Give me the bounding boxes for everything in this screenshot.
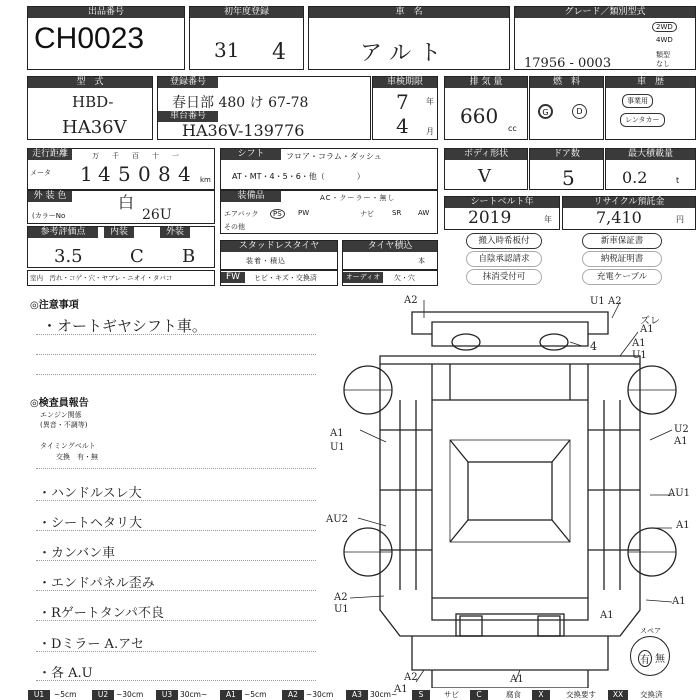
studless-label: スタッドレスタイヤ: [221, 241, 337, 252]
button-charge-cable[interactable]: 充電ケーブル: [582, 269, 662, 285]
mileage-d1: 1: [80, 162, 93, 186]
inspector-line: [36, 680, 316, 681]
legend-value: ~30cm: [116, 690, 144, 699]
unit-ichi: 一: [172, 152, 179, 160]
damage-label: AU1: [668, 488, 691, 499]
use-business[interactable]: 事業用: [622, 94, 653, 108]
inspect-tsuki: 月: [426, 127, 434, 136]
button-tax[interactable]: 納税証明書: [582, 251, 662, 267]
unit-man: 万: [92, 152, 99, 160]
inspector-item: ・ハンドルスレ大: [38, 486, 142, 501]
disp-cc: cc: [508, 124, 517, 133]
load-label: 最大積載量: [606, 149, 695, 160]
recycle-unit: 円: [676, 215, 684, 224]
equip-ps[interactable]: PS: [270, 209, 285, 219]
equip-aw[interactable]: AW: [418, 209, 430, 217]
belt-label: シートベルト年: [445, 197, 559, 208]
equip-label: 装備品: [221, 191, 281, 202]
use-rental[interactable]: レンタカー: [620, 113, 665, 127]
mileage-label: 走行距離: [28, 149, 72, 160]
equip-sr[interactable]: SR: [392, 209, 402, 217]
legend-value: 交換済: [640, 690, 663, 699]
damage-label: A1: [600, 610, 614, 621]
damage-label: AU2: [326, 514, 349, 525]
fuel-label: 燃 料: [530, 77, 603, 88]
first-reg-label: 初年度登録: [190, 7, 303, 18]
chassis-label: 車台番号: [158, 111, 218, 122]
mileage-d2: 4: [98, 162, 111, 186]
lot-number: CH0023: [34, 22, 145, 55]
doors-value: 5: [562, 166, 575, 190]
damage-label: A1: [640, 324, 654, 335]
legend-key: XX: [608, 690, 628, 700]
fw-label: FW: [221, 272, 245, 283]
color-value: 白: [118, 193, 135, 212]
note-line: [36, 354, 316, 355]
mileage-d3: 5: [118, 162, 131, 186]
legend-key: U2: [92, 690, 114, 700]
legend-key: A2: [282, 690, 304, 700]
inspector-item: ・各 A.U: [38, 666, 93, 681]
legend-key: A3: [346, 690, 368, 700]
type-none: なし: [656, 60, 670, 68]
color-no-label: (カラーNo: [32, 212, 66, 220]
color-no: 26U: [142, 207, 172, 223]
spare-none[interactable]: 無: [655, 654, 665, 665]
damage-label: A1: [672, 596, 686, 607]
load-value: 0.2: [622, 168, 648, 187]
recycle-value: 7,410: [596, 208, 642, 227]
unit-hyaku: 百: [132, 152, 139, 160]
inspect-month: 4: [396, 114, 409, 138]
damage-label: A1: [394, 684, 408, 695]
audio-options[interactable]: 欠・穴: [394, 274, 415, 282]
car-name: アルト: [360, 41, 450, 66]
recycle-label: リサイクル預託金: [563, 197, 695, 208]
legend-value: ~30cm: [306, 690, 334, 699]
inspector-line: [36, 590, 316, 591]
body-label: ボディ形状: [445, 149, 527, 160]
reg-value: 春日部 480 け 67-78: [172, 95, 309, 111]
meter-label: メータ: [30, 169, 51, 177]
timing-options: 交換 有・無: [56, 453, 98, 461]
damage-label: A1: [676, 520, 690, 531]
fuel-d[interactable]: D: [572, 104, 587, 119]
inspector-line: [36, 500, 316, 501]
damage-label: 4: [590, 340, 597, 353]
inspector-item: ・Rゲートタンパ不良: [38, 606, 164, 621]
mileage-d5: 8: [158, 162, 171, 186]
exterior-eval-value: B: [182, 246, 196, 267]
spare-label: スペア: [640, 627, 661, 635]
unit-sen: 千: [112, 152, 119, 160]
inspector-title: ◎検査員報告: [30, 398, 89, 409]
damage-label: ズレ: [640, 316, 660, 327]
legend-key: U3: [156, 690, 178, 700]
belt-year: 2019: [468, 208, 512, 228]
use-label: 車 歴: [606, 77, 695, 88]
inspector-line: [36, 651, 316, 652]
studless-options[interactable]: 装着・積込: [246, 257, 286, 265]
drive-4wd: 4WD: [656, 36, 673, 44]
equip-pw[interactable]: PW: [298, 209, 310, 217]
inspect-nen: 年: [426, 97, 434, 106]
fuel-g[interactable]: G: [538, 104, 553, 119]
inspector-line: [36, 560, 316, 561]
inspector-line: [36, 620, 316, 621]
fw-options[interactable]: ヒビ・キズ・交換済: [254, 274, 317, 282]
shift-options[interactable]: フロア・コラム・ダッシュ: [286, 152, 382, 161]
unit-juu: 十: [152, 152, 159, 160]
model-prefix: HBD-: [72, 93, 114, 111]
legend-value: 交換要す: [566, 690, 596, 699]
ac-options[interactable]: AC・クーラー・無し: [320, 194, 396, 202]
inspector-item: ・エンドパネル歪み: [38, 576, 155, 591]
disp-value: 660: [460, 104, 499, 128]
first-reg-month: 4: [272, 40, 286, 65]
type-label: 類型: [656, 51, 670, 59]
load-unit: t: [676, 176, 680, 185]
engine-sub: (異音・不調等): [40, 421, 88, 429]
legend-value: 30cm~: [370, 690, 398, 699]
damage-label: A2: [334, 592, 348, 603]
notes-title: ◎注意事項: [30, 300, 79, 311]
shift-label: シフト: [221, 149, 281, 160]
legend-value: 腐食: [506, 690, 521, 699]
km-unit: km: [200, 176, 211, 184]
damage-label: U1: [632, 350, 647, 361]
first-reg-year: 31: [214, 38, 240, 62]
grade-label: グレード／類別型式: [515, 7, 695, 18]
equip-other: その他: [224, 223, 245, 231]
timing-label: タイミングベルト: [40, 442, 96, 450]
legend-key: X: [532, 690, 550, 700]
button-warranty[interactable]: 新車保証書: [582, 233, 662, 249]
inspector-item: ・シートヘタリ大: [38, 516, 143, 531]
body-value: V: [478, 166, 491, 187]
model-label: 型 式: [28, 77, 152, 88]
tire-label: タイヤ積込: [343, 241, 437, 252]
note-line: [36, 374, 316, 375]
legend-value: ~5cm: [244, 690, 267, 699]
exterior-eval-label: 外装: [160, 227, 190, 238]
inspector-item: ・Dミラー A.アセ: [38, 637, 144, 652]
damage-label: A1: [674, 436, 688, 447]
equip-airbag[interactable]: エアバック: [224, 210, 259, 218]
tire-unit: 本: [418, 257, 425, 265]
legend-key: C: [470, 690, 488, 700]
interior-row: 室内 汚れ・コゲ・穴・ヤブレ・ニオイ・タバコ: [30, 274, 173, 282]
car-name-label: 車 名: [309, 7, 509, 18]
damage-label: A2: [404, 672, 418, 683]
mileage-d4: 0: [138, 162, 151, 186]
drive-2wd: 2WD: [652, 22, 677, 32]
interior-eval-label: 内装: [104, 227, 134, 238]
spare-has[interactable]: 有: [638, 650, 652, 667]
inspect-label: 車検期限: [373, 77, 437, 88]
grade-code: 17956 - 0003: [524, 56, 612, 71]
legend-key: U1: [28, 690, 50, 700]
equip-navi[interactable]: ナビ: [360, 210, 374, 218]
note-line: [36, 334, 316, 335]
chassis-value: HA36V-139776: [182, 121, 305, 140]
button-approval[interactable]: 自陰承認請求: [466, 251, 542, 267]
belt-unit: 年: [544, 215, 552, 224]
inspector-item: ・カンバン車: [38, 546, 116, 561]
damage-label: A1: [510, 674, 524, 685]
audio-label: オーディオ: [343, 272, 383, 283]
damage-label: A2: [404, 295, 418, 306]
damage-label: A1: [330, 428, 344, 439]
damage-label: U1: [334, 604, 349, 615]
damage-label: U1: [330, 442, 345, 453]
inspect-year: 7: [396, 90, 409, 114]
eval-value: 3.5: [54, 246, 83, 267]
inspector-line: [36, 530, 316, 531]
engine-label: エンジン関係: [40, 411, 82, 419]
disp-label: 排 気 量: [445, 77, 527, 88]
inspector-line: [36, 468, 316, 469]
color-label: 外 装 色: [28, 191, 72, 202]
model-value: HA36V: [62, 117, 127, 138]
lot-label: 出品番号: [28, 7, 184, 18]
damage-label: U1 A2: [590, 296, 622, 307]
mileage-d6: 4: [178, 162, 191, 186]
eval-label: 参考評価点: [28, 227, 98, 238]
legend-key: S: [412, 690, 430, 700]
notes-text: ・オートギヤシフト車。: [42, 317, 207, 335]
button-delivery[interactable]: 搬入時希板付: [466, 233, 542, 249]
damage-label: A1: [632, 338, 646, 349]
button-cancel[interactable]: 抹消受付可: [466, 269, 542, 285]
legend-value: ~5cm: [54, 690, 77, 699]
legend-value: 30cm~: [180, 690, 208, 699]
reg-label: 登録番号: [158, 77, 218, 88]
shift-options-2[interactable]: AT・MT・4・5・6・他（ ）: [232, 172, 365, 181]
legend-value: サビ: [444, 690, 459, 699]
interior-eval-value: C: [130, 246, 144, 267]
damage-label: U2: [674, 424, 689, 435]
legend-key: A1: [220, 690, 242, 700]
doors-label: ドア数: [530, 149, 603, 160]
